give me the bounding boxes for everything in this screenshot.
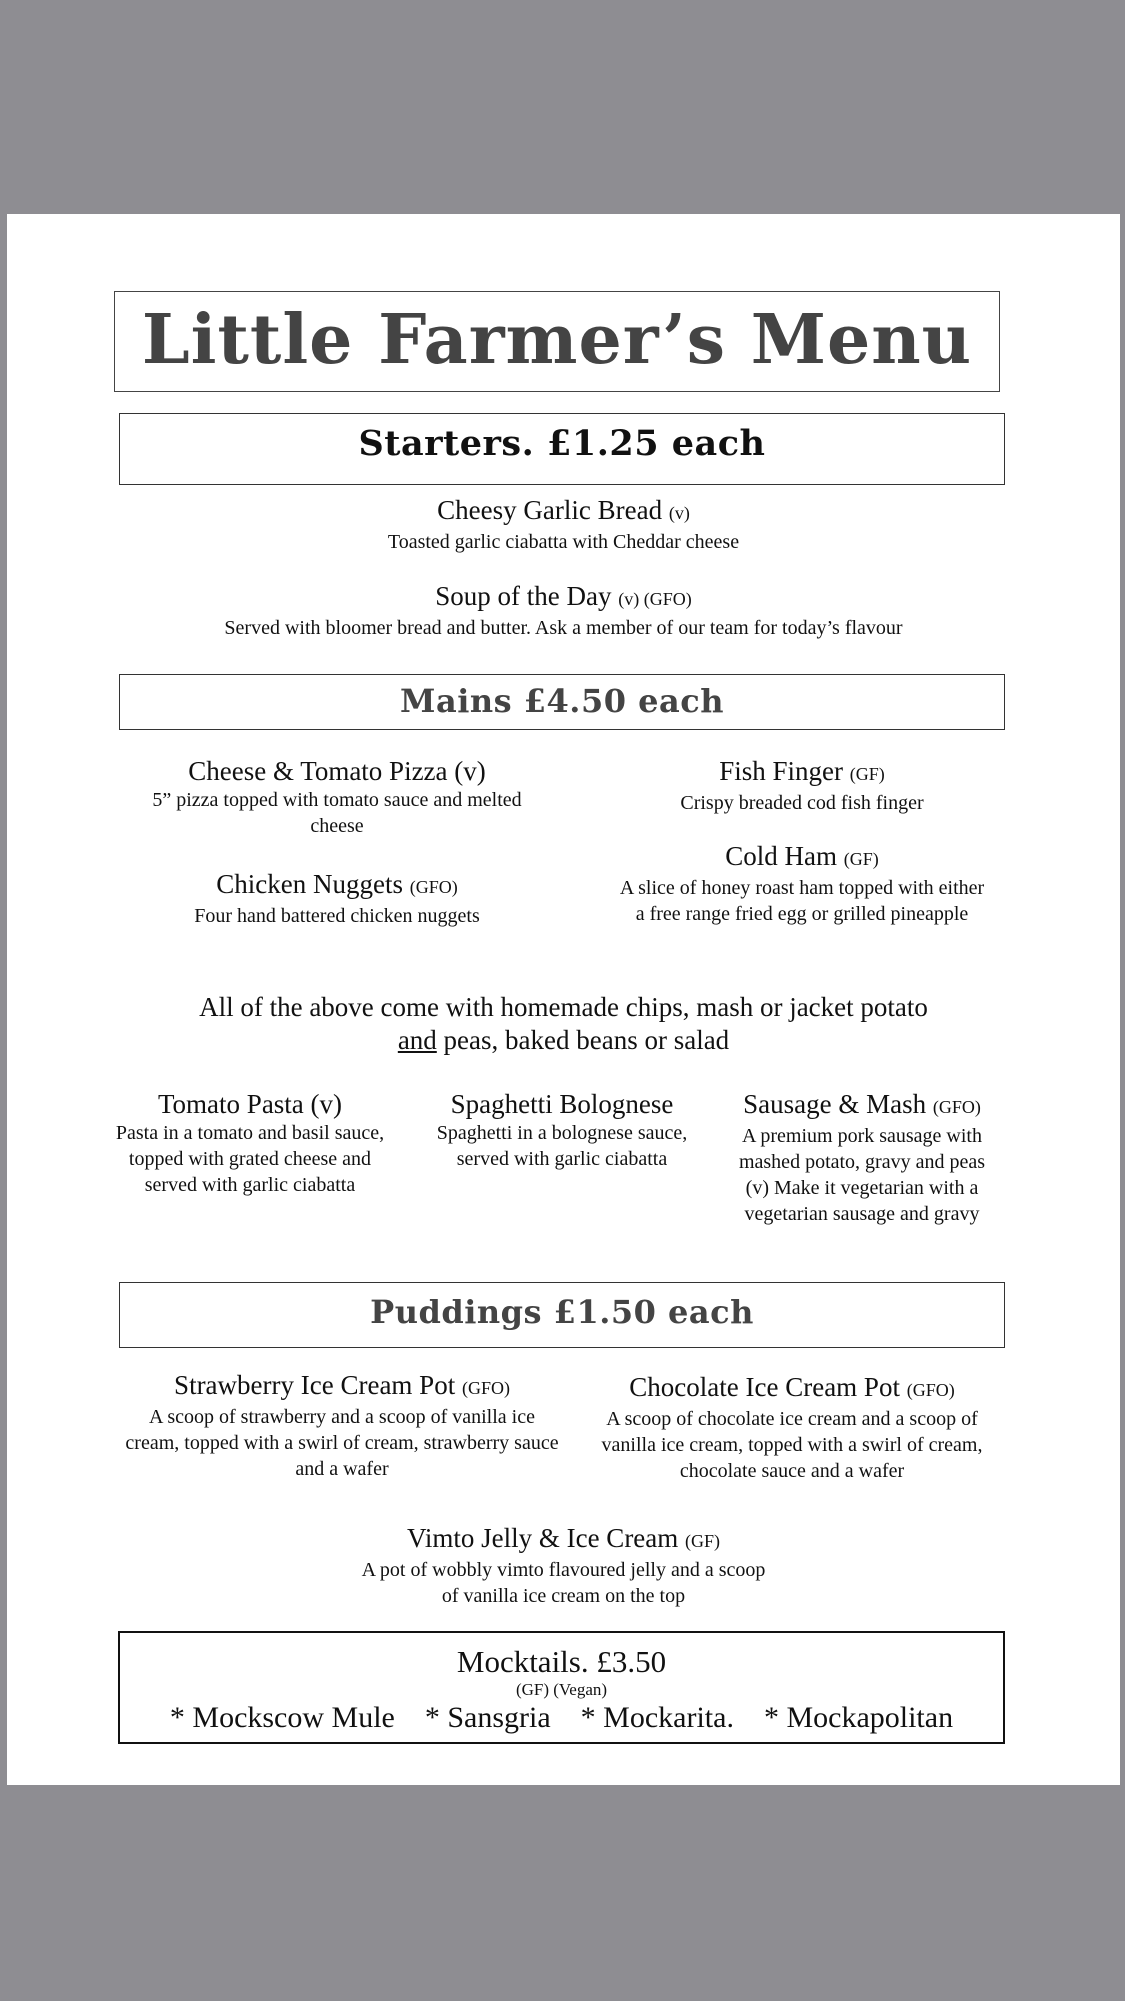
puddings-header xyxy=(119,1282,1005,1348)
item-desc: Spaghetti in a bolognese sauce, served with garlic ciabatta xyxy=(436,1122,688,1170)
item-name: Fish Finger xyxy=(719,756,844,786)
item-desc: A premium pork sausage with mashed potato, gravy and peas xyxy=(738,1125,986,1173)
mocktails-box xyxy=(118,1631,1005,1744)
sides-note-and: and xyxy=(397,1025,437,1055)
menu-page xyxy=(7,214,1120,1785)
item-desc: Pasta in a tomato and basil sauce, topped with grated cheese and served with garlic ciabatta xyxy=(115,1122,385,1196)
main-item xyxy=(137,755,537,839)
sides-note-line2: peas, baked beans or salad xyxy=(436,1025,730,1055)
item-tag: (GFO) xyxy=(906,1380,955,1400)
main-item xyxy=(110,1088,390,1198)
item-tag: (v) xyxy=(310,1089,343,1119)
main-item xyxy=(607,755,997,816)
item-desc: Served with bloomer bread and butter. Ask a member of our team for today’s flavour xyxy=(224,617,903,639)
mocktails-heading: Mocktails. £3.50 xyxy=(456,1644,667,1679)
mains-heading: Mains £4.50 each xyxy=(400,682,724,720)
main-item xyxy=(722,1088,1002,1227)
menu-title: Little Farmer’s Menu xyxy=(141,300,973,380)
item-name: Soup of the Day xyxy=(435,581,612,611)
item-tag: (v) xyxy=(668,503,690,523)
item-tag: (v) xyxy=(454,756,486,786)
item-name: Cold Ham xyxy=(725,841,837,871)
pudding-item xyxy=(357,1522,770,1609)
pudding-item xyxy=(592,1371,992,1484)
item-name: Cheesy Garlic Bread xyxy=(437,495,663,525)
item-desc: 5” pizza topped with tomato sauce and melted cheese xyxy=(152,789,522,837)
item-desc: A slice of honey roast ham topped with either a free range fried egg or grilled pineapple xyxy=(619,877,985,925)
item-tag: (GF) xyxy=(843,849,879,869)
item-tag: (GF) xyxy=(849,764,885,784)
main-item xyxy=(617,840,987,927)
item-tag: (GFO) xyxy=(461,1378,510,1398)
mains-header xyxy=(119,674,1005,730)
item-desc: Four hand battered chicken nuggets xyxy=(194,905,480,927)
item-name: Cheese & Tomato Pizza xyxy=(188,756,448,786)
item-vegetarian-note: (v) Make it vegetarian with a vegetarian sausage and gravy xyxy=(744,1177,980,1225)
puddings-heading: Puddings £1.50 each xyxy=(370,1293,754,1331)
item-name: Spaghetti Bolognese xyxy=(450,1089,674,1119)
item-name: Chicken Nuggets xyxy=(216,869,403,899)
item-tag: (v) (GFO) xyxy=(618,589,692,609)
pudding-item xyxy=(122,1369,562,1482)
item-desc: Crispy breaded cod fish finger xyxy=(680,792,924,814)
main-item xyxy=(432,1088,692,1172)
starter-item xyxy=(7,494,1120,555)
starters-header xyxy=(119,413,1005,485)
item-name: Strawberry Ice Cream Pot xyxy=(174,1370,456,1400)
item-name: Chocolate Ice Cream Pot xyxy=(629,1372,900,1402)
mocktails-tags: (GF) (Vegan) xyxy=(515,1680,608,1699)
item-name: Tomato Pasta xyxy=(157,1089,304,1119)
starters-heading: Starters. £1.25 each xyxy=(358,423,766,464)
item-name: Sausage & Mash xyxy=(743,1089,927,1119)
starter-item xyxy=(7,580,1120,641)
mocktails-list: * Mockscow Mule * Sansgria * Mockarita. * Mockapolitan xyxy=(169,1701,954,1734)
sides-note-line1: All of the above come with homemade chips, mash or jacket potato xyxy=(199,992,928,1022)
item-tag: (GFO) xyxy=(409,877,458,897)
item-tag: (GF) xyxy=(685,1531,721,1551)
item-desc: A scoop of chocolate ice cream and a scoop of vanilla ice cream, topped with a swirl of cream, chocolate sauce and a wafer xyxy=(601,1408,983,1482)
sides-note xyxy=(7,991,1120,1057)
item-desc: A pot of wobbly vimto flavoured jelly and a scoop of vanilla ice cream on the top xyxy=(361,1559,766,1607)
item-tag: (GFO) xyxy=(932,1097,981,1117)
item-desc: Toasted garlic ciabatta with Cheddar cheese xyxy=(387,531,740,553)
main-item xyxy=(137,868,537,929)
item-name: Vimto Jelly & Ice Cream xyxy=(406,1523,679,1553)
title-box xyxy=(114,291,1000,392)
item-desc: A scoop of strawberry and a scoop of vanilla ice cream, topped with a swirl of cream, strawberry sauce and a wafer xyxy=(125,1406,559,1480)
